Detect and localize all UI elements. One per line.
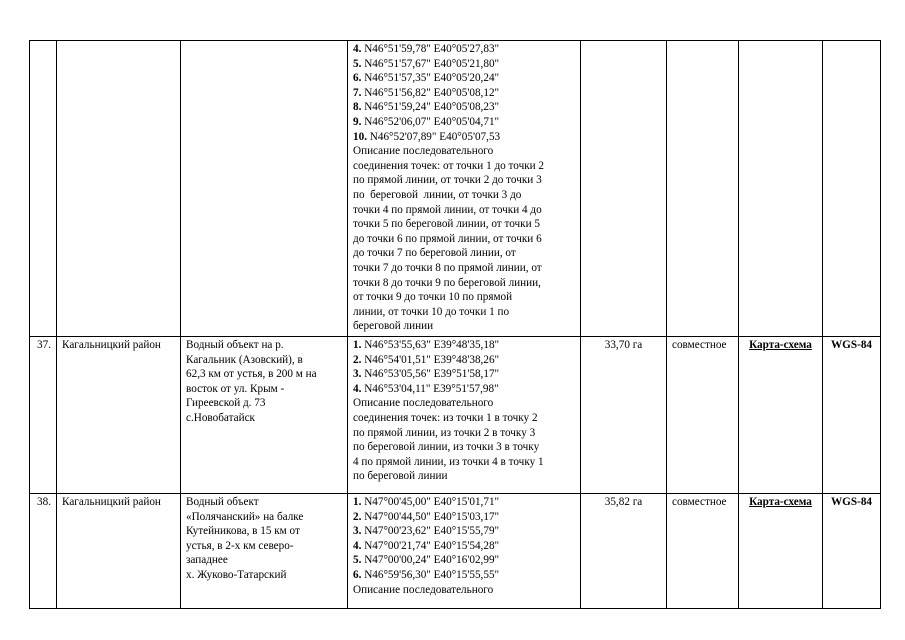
description-line: по береговой линии, от точки 3 до bbox=[353, 188, 522, 201]
map-link[interactable]: Карта-схема bbox=[739, 494, 823, 609]
coord-line: 2. N47°00'44,50" E40°15'03,17" bbox=[353, 510, 500, 523]
use-type-cell: совместное bbox=[667, 337, 739, 494]
description-line: до точки 6 по прямой линии, от точки 6 bbox=[353, 232, 542, 245]
row-number bbox=[30, 41, 57, 337]
object-line: устья, в 2-х км северо- bbox=[186, 539, 294, 552]
object-line: х. Жуково-Татарский bbox=[186, 568, 287, 581]
coord-line: 5. N47°00'00,24" E40°16'02,99" bbox=[353, 554, 500, 567]
district-cell bbox=[57, 41, 181, 337]
object-line: «Полячанский» на балке bbox=[186, 510, 304, 523]
water-objects-table bbox=[29, 40, 881, 609]
object-line: с.Новобатайск bbox=[186, 411, 255, 424]
description-line: по прямой линии, из точки 2 в точку 3 bbox=[353, 426, 536, 439]
map-link bbox=[739, 41, 823, 337]
object-cell bbox=[181, 337, 348, 494]
description-line: от точки 9 до точки 10 по прямой bbox=[353, 291, 513, 304]
coord-line: 6. N46°59'56,30" E40°15'55,55" bbox=[353, 568, 500, 581]
description-line: линии, от точки 10 до точки 1 по bbox=[353, 305, 510, 318]
object-line: восток от ул. Крым - bbox=[186, 382, 285, 395]
coord-line: 1. N46°53'55,63" E39°48'35,18" bbox=[353, 339, 500, 351]
description-line: Описание последовательного bbox=[353, 397, 494, 410]
description-line: соединения точек: из точки 1 в точку 2 bbox=[353, 411, 538, 424]
description-line: Описание последовательного bbox=[353, 145, 494, 158]
object-cell bbox=[181, 41, 348, 337]
coord-line: 8. N46°51'59,24" E40°05'08,23" bbox=[353, 101, 500, 114]
row-number: 37. bbox=[30, 337, 57, 494]
table-row-continued bbox=[30, 41, 881, 337]
description-line: Описание последовательного bbox=[353, 583, 494, 596]
coordinates-cell bbox=[348, 494, 581, 609]
description-line: по береговой линии bbox=[353, 470, 448, 483]
coord-line: 7. N46°51'56,82" E40°05'08,12" bbox=[353, 86, 500, 99]
coord-line: 6. N46°51'57,35" E40°05'20,24" bbox=[353, 72, 500, 85]
coord-line: 4. N46°51'59,78" E40°05'27,83" bbox=[353, 43, 500, 55]
coord-line: 4. N46°53'04,11" E39°51'57,98" bbox=[353, 382, 499, 395]
description-line: береговой линии bbox=[353, 320, 434, 333]
area-cell: 35,82 га bbox=[581, 494, 667, 609]
area-cell bbox=[581, 41, 667, 337]
object-line: 62,3 км от устья, в 200 м на bbox=[186, 368, 317, 381]
description-line: точки 8 до точки 9 по береговой линии, bbox=[353, 276, 541, 289]
description-line: 4 по прямой линии, из точки 4 в точку 1 bbox=[353, 455, 544, 468]
coord-line: 10. N46°52'07,89" E40°05'07,53 bbox=[353, 130, 501, 143]
use-type-cell: совместное bbox=[667, 494, 739, 609]
coordinate-system-cell: WGS-84 bbox=[823, 494, 881, 609]
coord-line: 9. N46°52'06,07" E40°05'04,71" bbox=[353, 115, 500, 128]
object-line: Водный объект bbox=[186, 496, 259, 508]
coordinate-system-cell: WGS-84 bbox=[823, 337, 881, 494]
object-cell bbox=[181, 494, 348, 609]
use-type-cell bbox=[667, 41, 739, 337]
map-link[interactable]: Карта-схема bbox=[739, 337, 823, 494]
object-line: Кагальник (Азовский), в bbox=[186, 353, 303, 366]
coord-line: 2. N46°54'01,51" E39°48'38,26" bbox=[353, 353, 500, 366]
table-row bbox=[30, 337, 881, 494]
row-number: 38. bbox=[30, 494, 57, 609]
coord-line: 3. N47°00'23,62" E40°15'55,79" bbox=[353, 525, 500, 538]
coord-line: 5. N46°51'57,67" E40°05'21,80" bbox=[353, 57, 500, 70]
description-line: по прямой линии, от точки 2 до точки 3 bbox=[353, 174, 542, 187]
description-line: по береговой линии, из точки 3 в точку bbox=[353, 441, 540, 454]
description-line: до точки 7 по береговой линии, от bbox=[353, 247, 516, 260]
coord-line: 4. N47°00'21,74" E40°15'54,28" bbox=[353, 539, 500, 552]
object-line: западнее bbox=[186, 554, 228, 567]
coord-line: 1. N47°00'45,00" E40°15'01,71" bbox=[353, 496, 500, 508]
area-cell: 33,70 га bbox=[581, 337, 667, 494]
coordinate-system-cell bbox=[823, 41, 881, 337]
description-line: точки 4 по прямой линии, от точки 4 до bbox=[353, 203, 542, 216]
object-line: Гиреевской д. 73 bbox=[186, 397, 266, 410]
description-line: соединения точек: от точки 1 до точки 2 bbox=[353, 159, 545, 172]
district-cell: Кагальницкий район bbox=[57, 337, 181, 494]
description-line: точки 5 по береговой линии, от точки 5 bbox=[353, 218, 540, 231]
object-line: Кутейникова, в 15 км от bbox=[186, 525, 300, 538]
coord-line: 3. N46°53'05,56" E39°51'58,17" bbox=[353, 368, 500, 381]
district-cell: Кагальницкий район bbox=[57, 494, 181, 609]
coordinates-cell bbox=[348, 41, 581, 337]
coordinates-cell bbox=[348, 337, 581, 494]
table-row bbox=[30, 494, 881, 609]
object-line: Водный объект на р. bbox=[186, 339, 284, 351]
description-line: точки 7 до точки 8 по прямой линии, от bbox=[353, 261, 542, 274]
